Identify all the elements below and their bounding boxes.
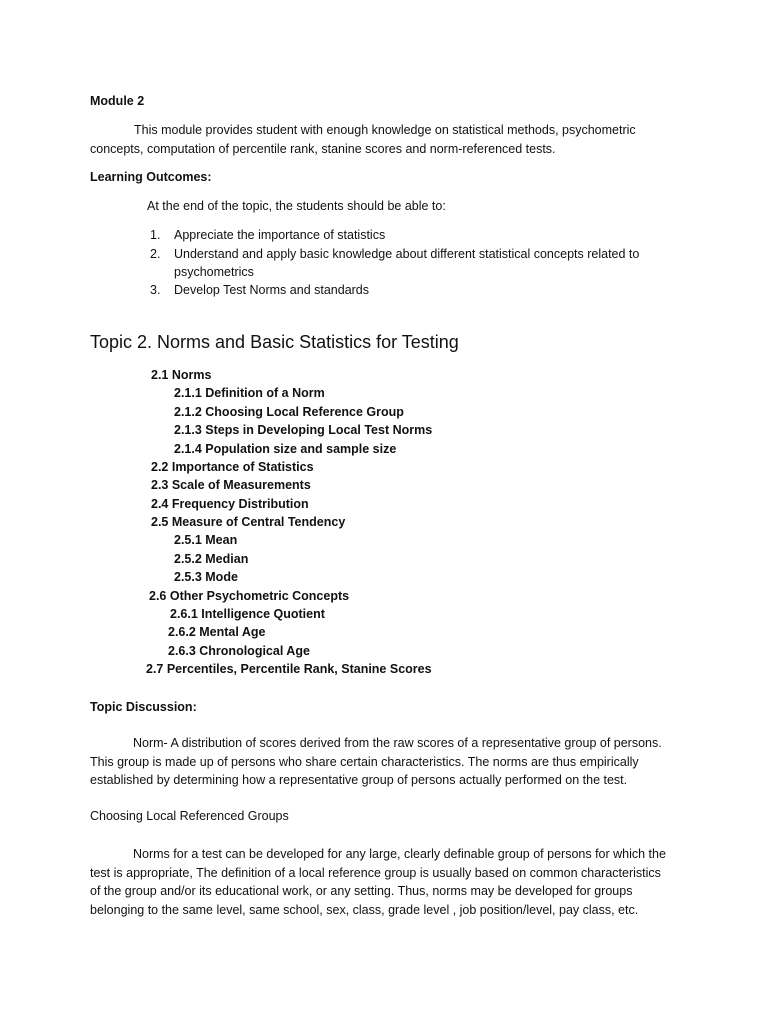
outline-item: 2.6.1 Intelligence Quotient	[170, 607, 325, 621]
choosing-groups-subheading: Choosing Local Referenced Groups	[90, 809, 289, 823]
outline-item: 2.1.1 Definition of a Norm	[174, 386, 325, 400]
outcome-text: Appreciate the importance of statistics	[174, 228, 386, 242]
outline-item: 2.4 Frequency Distribution	[151, 497, 309, 511]
norm-line: This group is made up of persons who share certain characteristics. The norms are thus empirically	[90, 754, 639, 769]
norm-line: established by determining how a representative group of persons actually performed on the test.	[90, 773, 628, 787]
learning-outcomes-heading: Learning Outcomes:	[90, 170, 212, 184]
groups-line: belonging to the same level, same school, sex, class, grade level , job position/level, pay class, etc.	[90, 902, 639, 917]
outline-item: 2.5.3 Mode	[174, 570, 238, 584]
outcome-text-continued: psychometrics	[174, 265, 254, 279]
outline-item: 2.6.3 Chronological Age	[168, 644, 310, 658]
outcome-item	[150, 226, 385, 244]
outline-item: 2.5 Measure of Central Tendency	[151, 515, 346, 529]
outline-item: 2.6.2 Mental Age	[168, 625, 266, 639]
outline-item: 2.2 Importance of Statistics	[151, 460, 314, 474]
groups-paragraph	[90, 845, 690, 919]
outline-item: 2.1 Norms	[151, 368, 212, 382]
outline-item: 2.3 Scale of Measurements	[151, 478, 311, 492]
module-title: Module 2	[90, 94, 145, 108]
intro-line: concepts, computation of percentile rank, stanine scores and norm-referenced tests.	[90, 141, 556, 156]
outline-item: 2.1.3 Steps in Developing Local Test Norms	[174, 423, 433, 437]
outline-item: 2.5.2 Median	[174, 552, 249, 566]
intro-line: This module provides student with enough knowledge on statistical methods, psychometric	[134, 123, 636, 137]
outcome-number: 1.	[150, 228, 161, 242]
outline-item: 2.6 Other Psychometric Concepts	[149, 589, 350, 603]
outcome-number: 2.	[150, 247, 161, 261]
groups-line: of the group and/or its educational work, or any setting. Thus, norms may be developed for groups	[90, 884, 633, 898]
outcome-item	[150, 281, 369, 299]
learning-outcomes-lead: At the end of the topic, the students should be able to:	[147, 199, 446, 213]
outcome-number: 3.	[150, 283, 161, 297]
groups-line: test is appropriate, The definition of a local reference group is usually based on common characteristics	[90, 865, 661, 880]
norm-paragraph	[90, 734, 690, 790]
outline-item: 2.1.4 Population size and sample size	[174, 442, 397, 456]
outline-item: 2.5.1 Mean	[174, 533, 238, 547]
outcome-text: Understand and apply basic knowledge about different statistical concepts related to	[174, 247, 640, 261]
outline-item: 2.7 Percentiles, Percentile Rank, Stanine Scores	[146, 662, 432, 676]
topic-discussion-heading: Topic Discussion:	[90, 700, 197, 714]
topic-title: Topic 2. Norms and Basic Statistics for Testing	[90, 332, 459, 352]
outcome-item	[150, 245, 639, 263]
norm-line: Norm- A distribution of scores derived from the raw scores of a representative group of persons.	[133, 736, 662, 750]
outcome-text: Develop Test Norms and standards	[174, 283, 370, 297]
groups-line: Norms for a test can be developed for any large, clearly definable group of persons for which the	[133, 847, 666, 861]
outline-item: 2.1.2 Choosing Local Reference Group	[174, 405, 404, 419]
intro-paragraph	[90, 121, 690, 158]
